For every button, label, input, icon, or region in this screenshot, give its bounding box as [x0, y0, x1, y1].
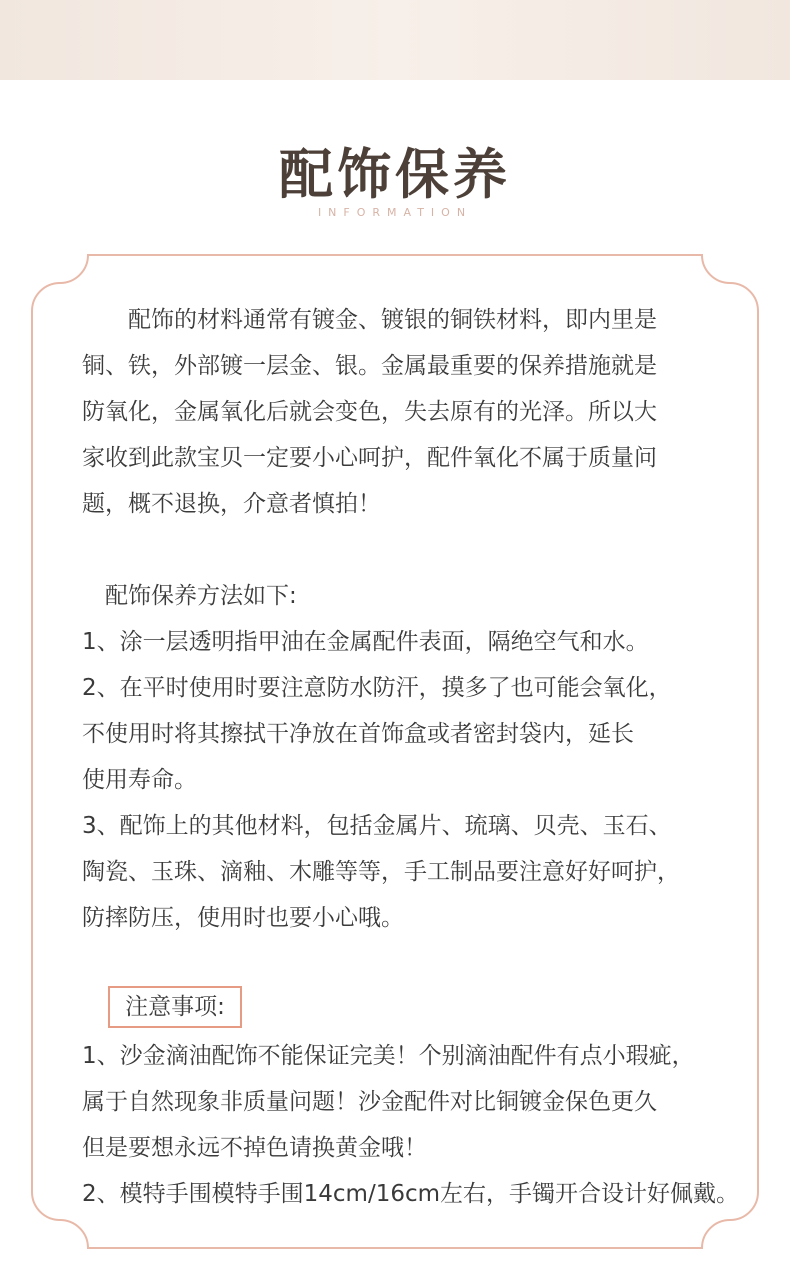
methods-section: [82, 573, 680, 941]
methods-line: 不使用时将其擦拭干净放在首饰盒或者密封袋内，延长: [82, 721, 634, 747]
methods-line: 防摔防压，使用时也要小心哦。: [82, 905, 404, 931]
methods-line: 陶瓷、玉珠、滴釉、木雕等等，手工制品要注意好好呵护，: [82, 859, 680, 885]
notice-line: 1、沙金滴油配饰不能保证完美！个别滴油配件有点小瑕疵，: [82, 1043, 695, 1069]
notice-label: 注意事项:: [108, 986, 242, 1028]
intro-line: 家收到此款宝贝一定要小心呵护，配件氧化不属于质量问: [82, 445, 657, 471]
methods-line: 使用寿命。: [82, 767, 197, 793]
methods-heading: 配饰保养方法如下:: [82, 583, 297, 609]
intro-line: 铜、铁，外部镀一层金、银。金属最重要的保养措施就是: [82, 353, 657, 379]
notice-line: 2、模特手围模特手围14cm/16cm左右，手镯开合设计好佩戴。: [82, 1181, 740, 1207]
methods-line: 3、配饰上的其他材料，包括金属片、琉璃、贝壳、玉石、: [82, 813, 672, 839]
notice-line: 属于自然现象非质量问题！沙金配件对比铜镀金保色更久: [82, 1089, 657, 1115]
intro-paragraph: [82, 297, 657, 527]
page-title: 配饰保养: [279, 142, 511, 206]
methods-line: 2、在平时使用时要注意防水防汗，摸多了也可能会氧化，: [82, 675, 672, 701]
intro-line: 防氧化，金属氧化后就会变色，失去原有的光泽。所以大: [82, 399, 657, 425]
notice-line: 但是要想永远不掉色请换黄金哦！: [82, 1135, 427, 1161]
methods-line: 1、涂一层透明指甲油在金属配件表面，隔绝空气和水。: [82, 629, 649, 655]
page-subtitle: INFORMATION: [317, 206, 473, 219]
intro-line: 配饰的材料通常有镀金、镀银的铜铁材料，即内里是: [82, 307, 657, 333]
intro-line: 题，概不退换，介意者慎拍！: [82, 491, 381, 517]
notice-section: [82, 1033, 739, 1217]
